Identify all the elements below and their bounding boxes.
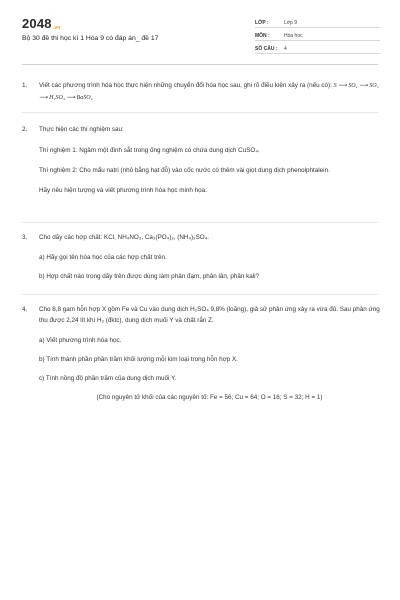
exam-meta [255,17,380,56]
part-a: a) Viết phương trình hóa học. [39,337,122,344]
logo-text: 2048 [22,16,52,31]
question-text: Viết các phương trình hóa học thực hiện những chuyển đổi hóa học sau, ghi rõ điều kiện xảy ra (nếu có): S ⟶ SO₂ ⟶ SO₃ ⟶ H₂SO₄ ⟶ BaSO₄ [39,82,379,101]
part-a: a) Hãy gọi tên hóa học của các hợp chất trên. [39,254,167,261]
part-b: b) Tính thành phần phần trăm khối lượng mỗi kim loại trong hỗn hợp X. [39,356,238,363]
site-logo[interactable] [22,16,61,31]
part-b: b) Hợp chất nào trong dãy trên được dùng làm phân đạm, phân lân, phân kali? [39,273,260,280]
meta-question-count [255,43,380,54]
logo-suffix: .vn [52,25,61,31]
reaction-chain: S ⟶ SO₂ ⟶ SO₃ ⟶ H₂SO₄ ⟶ BaSO₄ [39,83,379,101]
question-divider [22,294,378,295]
question-number: 1. [22,82,28,89]
question-number: 2. [22,126,28,133]
meta-label: LỚP : [255,20,269,26]
experiment-1: Thí nghiệm 1: Ngâm một đinh sắt trong ống nghiệm có chứa dung dịch CuSO₄. [39,147,260,154]
meta-label: MÔN : [255,33,270,39]
document-title: Bộ 30 đề thi học kì 1 Hóa 9 có đáp án_ đề 17 [22,35,159,42]
question-divider [22,112,378,113]
question-3 [22,232,380,282]
experiment-2: Thí nghiệm 2: Cho mẩu natri (nhỏ bằng hạt đỗ) vào cốc nước có thêm vài giọt dung dịch phenolphtalein. [39,167,330,174]
atomic-mass-note: (Cho nguyên tử khối của các nguyên tố: Fe = 56; Cu = 64; O = 16; S = 32; H = 1) [96,394,323,401]
part-c: c) Tính nồng độ phần trăm của dung dịch muối Y. [39,375,177,382]
question-ask: Hãy nêu hiện tượng và viết phương trình hóa học minh họa. [39,187,207,194]
question-intro: Thực hiện các thí nghiệm sau: [39,126,124,133]
meta-subject [255,30,380,41]
meta-label: SỐ CÂU : [255,46,278,52]
question-number: 3. [22,234,28,241]
question-divider [22,222,378,223]
question-1 [22,80,380,104]
meta-value: Lớp 9 [284,20,298,26]
question-number: 4. [22,306,28,313]
question-intro: Cho 8,8 gam hỗn hợp X gồm Fe và Cu vào dung dịch H₂SO₄ 9,8% (loãng), giả sử phản ứng xảy ra vừa đủ. Sau phản ứng thu được 2,24 lít khí H₂ (đktc), dung dịch muối Y và chất rắn Z. [39,306,380,324]
question-4 [22,304,380,403]
meta-class [255,17,380,28]
meta-value: 4 [284,46,287,52]
question-intro: Cho dãy các hợp chất: KCl, NH₄NO₃, Ca₃(PO₄)₂, (NH₄)₂SO₄. [39,234,209,241]
meta-value: Hóa học [284,33,303,39]
question-2 [22,124,380,196]
header-divider [22,64,378,65]
